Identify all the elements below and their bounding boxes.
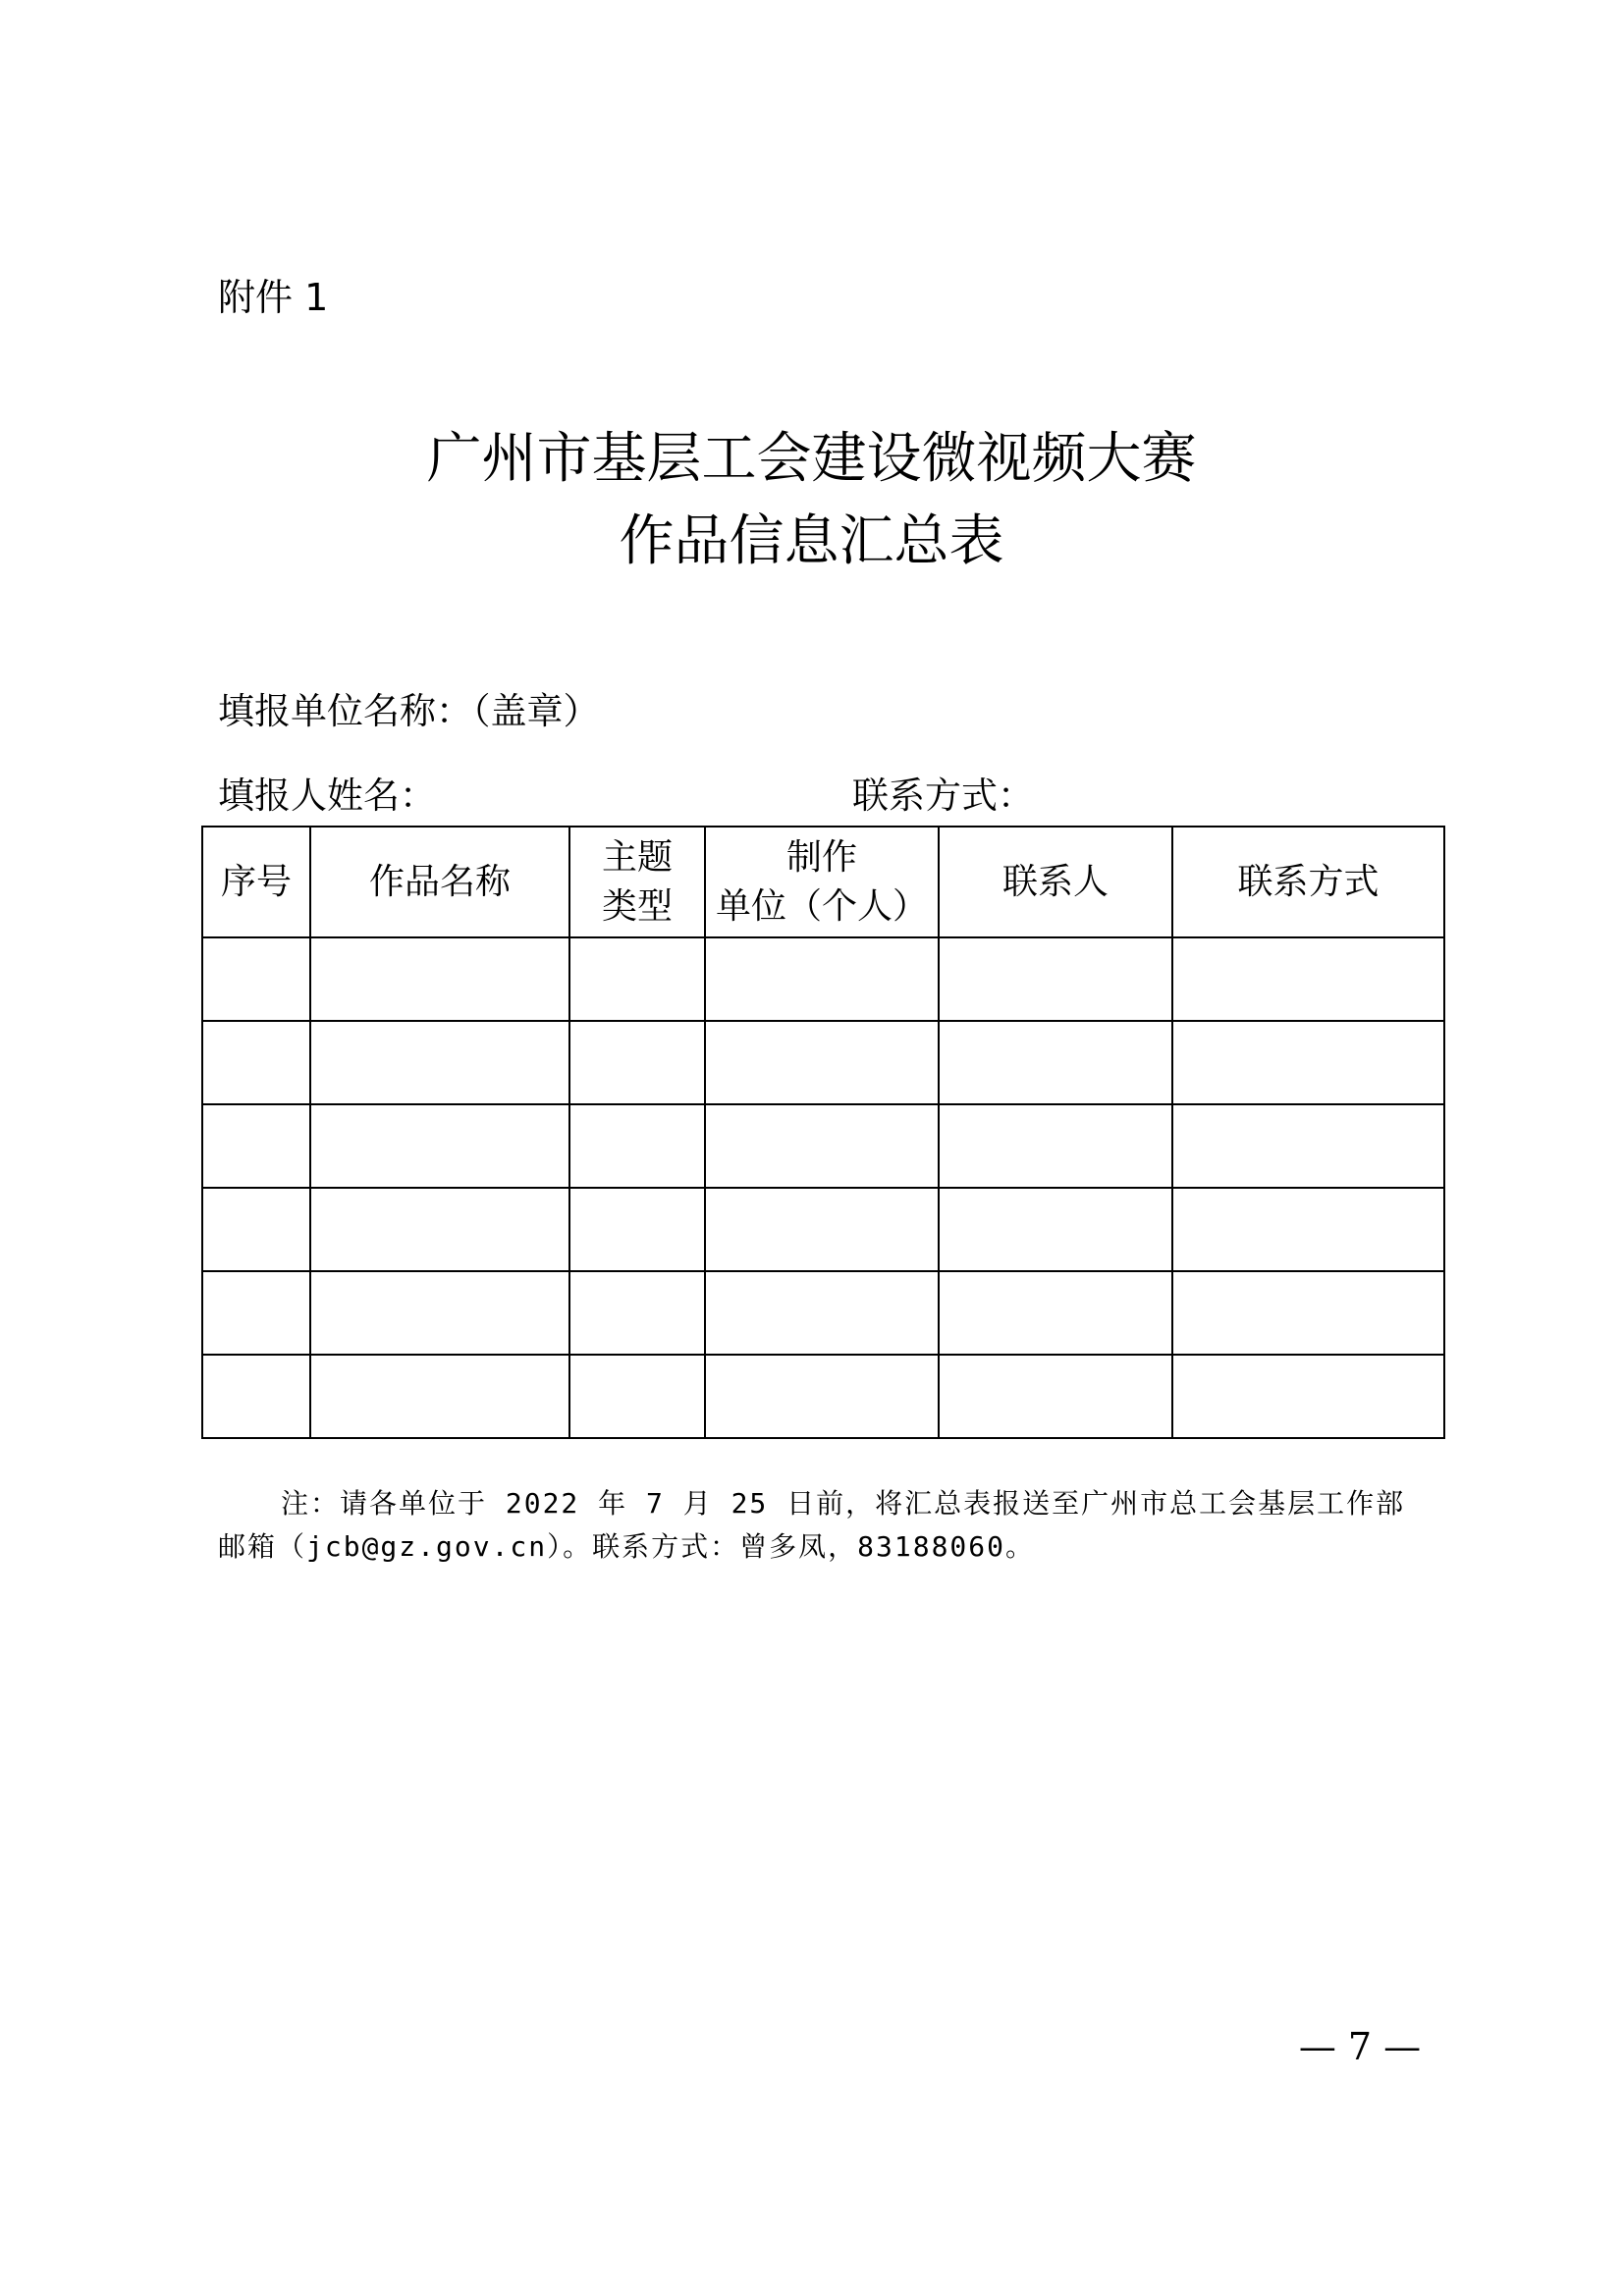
table-cell[interactable] xyxy=(1172,1104,1444,1188)
table-cell[interactable] xyxy=(310,937,569,1021)
table-cell[interactable] xyxy=(1172,1271,1444,1355)
table-cell[interactable] xyxy=(939,1104,1172,1188)
table-cell[interactable] xyxy=(705,1271,939,1355)
table-cell[interactable] xyxy=(705,1188,939,1271)
table-cell[interactable] xyxy=(1172,1021,1444,1104)
table-cell[interactable] xyxy=(1172,1188,1444,1271)
table-cell[interactable] xyxy=(939,1188,1172,1271)
table-cell[interactable] xyxy=(310,1271,569,1355)
reporting-unit-label: 填报单位名称：（盖章） xyxy=(218,690,600,732)
table-cell[interactable] xyxy=(939,937,1172,1021)
table-cell[interactable] xyxy=(310,1355,569,1438)
table-cell[interactable] xyxy=(939,1021,1172,1104)
table-cell[interactable] xyxy=(202,1355,310,1438)
table-row xyxy=(202,1271,1444,1355)
table-header-row xyxy=(202,827,1444,937)
table-cell[interactable] xyxy=(705,1104,939,1188)
document-title-line-1: 广州市基层工会建设微视频大赛 xyxy=(426,427,1197,491)
table-cell[interactable] xyxy=(569,1021,705,1104)
header-work-name: 作品名称 xyxy=(310,827,569,937)
header-index: 序号 xyxy=(202,827,310,937)
contact-label: 联系方式： xyxy=(852,774,1034,817)
page-number: — 7 — xyxy=(1298,2025,1422,2068)
summary-table xyxy=(201,826,1445,1439)
table-cell[interactable] xyxy=(939,1271,1172,1355)
table-cell[interactable] xyxy=(202,1188,310,1271)
header-contact-person: 联系人 xyxy=(939,827,1172,937)
table-row xyxy=(202,1021,1444,1104)
header-theme-type: 主题 类型 xyxy=(569,827,705,937)
header-contact-method: 联系方式 xyxy=(1172,827,1444,937)
table-cell[interactable] xyxy=(569,1355,705,1438)
table-row xyxy=(202,1104,1444,1188)
table-cell[interactable] xyxy=(202,937,310,1021)
table-cell[interactable] xyxy=(705,1355,939,1438)
table-cell[interactable] xyxy=(705,937,939,1021)
table-cell[interactable] xyxy=(705,1021,939,1104)
document-title-line-2: 作品信息汇总表 xyxy=(619,509,1004,573)
table-row xyxy=(202,1188,1444,1271)
table-cell[interactable] xyxy=(1172,937,1444,1021)
note-line-1: 注：请各单位于 2022 年 7 月 25 日前，将汇总表报送至广州市总工会基层工作部 xyxy=(281,1487,1406,1520)
table-row xyxy=(202,937,1444,1021)
table-cell[interactable] xyxy=(569,937,705,1021)
table-cell[interactable] xyxy=(310,1021,569,1104)
table-cell[interactable] xyxy=(1172,1355,1444,1438)
table-cell[interactable] xyxy=(569,1271,705,1355)
table-cell[interactable] xyxy=(310,1188,569,1271)
header-producer: 制作 单位（个人） xyxy=(705,827,939,937)
attachment-label: 附件 1 xyxy=(218,276,329,319)
table-cell[interactable] xyxy=(569,1188,705,1271)
note-line-2: 邮箱（jcb@gz.gov.cn）。联系方式：曾多凤，83188060。 xyxy=(218,1530,1036,1563)
table-cell[interactable] xyxy=(202,1021,310,1104)
table-cell[interactable] xyxy=(202,1104,310,1188)
table-cell[interactable] xyxy=(939,1355,1172,1438)
table-cell[interactable] xyxy=(569,1104,705,1188)
table-body xyxy=(202,937,1444,1438)
filler-name-label: 填报人姓名： xyxy=(218,774,436,817)
table-cell[interactable] xyxy=(202,1271,310,1355)
table-row xyxy=(202,1355,1444,1438)
table-cell[interactable] xyxy=(310,1104,569,1188)
submission-note xyxy=(218,1482,1435,1569)
